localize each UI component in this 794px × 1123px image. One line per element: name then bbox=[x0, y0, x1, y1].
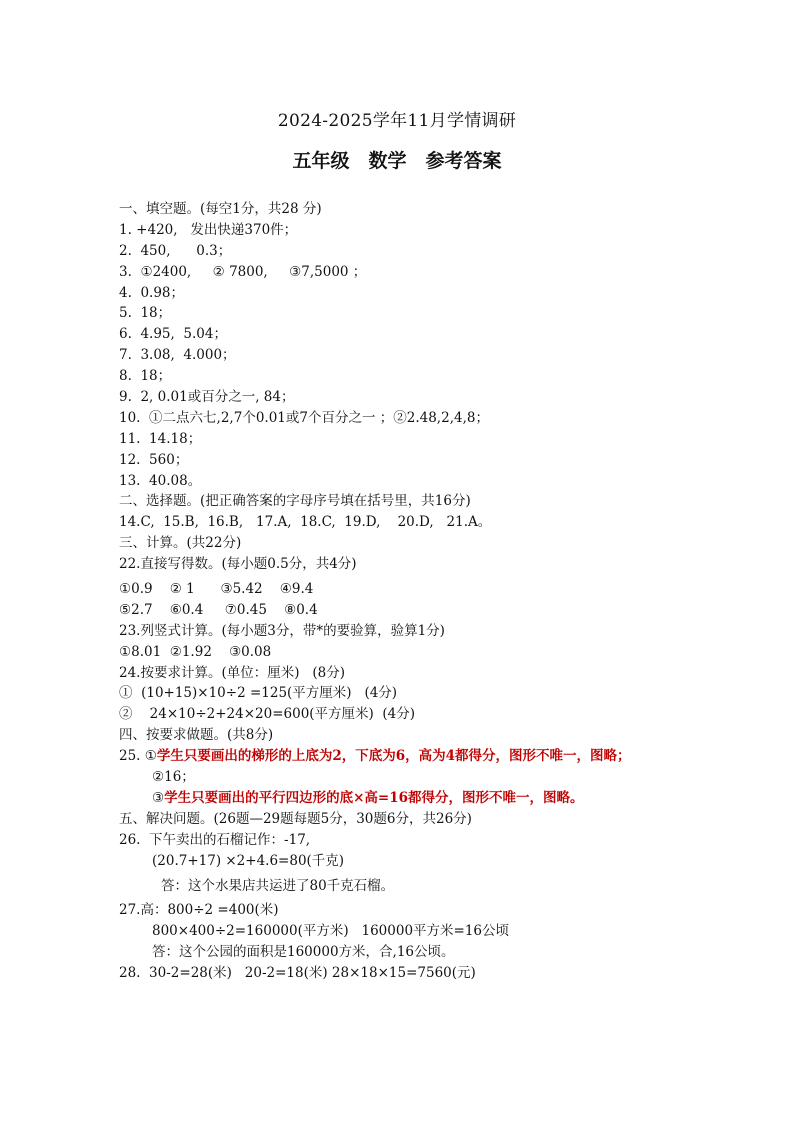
answer-28-line1: 28. 30-2=28(米) 20-2=18(米) 28×18×15=7560(元) bbox=[119, 965, 476, 982]
section-drawing-heading: 四、按要求做题。(共8分) bbox=[119, 727, 274, 744]
answer-25-part3 bbox=[119, 788, 719, 809]
answer-content bbox=[119, 199, 719, 984]
answer-22-row1: ①0.9 ② 1 ③5.42 ④9.4 bbox=[119, 581, 314, 598]
answer-25-part2: ②16； bbox=[152, 769, 195, 786]
answer-13: 13. 40.08。 bbox=[119, 472, 202, 489]
answer-25-part3-red-note: 学生只要画出的平行四边形的底×高=16都得分，图形不唯一，图略。 bbox=[164, 789, 584, 806]
answer-23: ①8.01 ②1.92 ③0.08 bbox=[119, 643, 272, 660]
answer-12: 12. 560； bbox=[119, 451, 189, 468]
answer-25-part3-prefix: ③ bbox=[152, 789, 165, 806]
section-problems-heading: 五、解决问题。(26题—29题每题5分，30题6分，共26分) bbox=[119, 810, 472, 827]
answer-9: 9. 2, 0.01或百分之一, 84； bbox=[119, 389, 295, 406]
answer-8: 8. 18； bbox=[119, 368, 172, 385]
answer-26-line2: (20.7+17) ×2+4.6=80(千克) bbox=[152, 852, 345, 869]
answer-25-part1 bbox=[119, 746, 719, 767]
answer-24-part2: ② 24×10÷2+24×20=600(平方厘米) (4分) bbox=[119, 706, 416, 723]
answer-2: 2. 450, 0.3； bbox=[119, 242, 232, 259]
answer-24-heading: 24.按要求计算。(单位：厘米) (8分) bbox=[119, 664, 345, 681]
answer-22-heading: 22.直接写得数。(每小题0.5分，共4分) bbox=[119, 556, 357, 573]
answer-3: 3. ①2400, ② 7800, ③7,5000 ； bbox=[119, 263, 367, 280]
answer-6: 6. 4.95, 5.04； bbox=[119, 326, 227, 343]
section-calc-heading: 三、计算。(共22分) bbox=[119, 535, 242, 552]
answer-7: 7. 3.08, 4.000； bbox=[119, 347, 236, 364]
answer-27-conclusion: 答：这个公园的面积是160000方米，合,16公顷。 bbox=[152, 944, 455, 961]
answer-11: 11. 14.18； bbox=[119, 430, 202, 447]
answer-26-conclusion: 答：这个水果店共运进了80千克石榴。 bbox=[161, 877, 395, 894]
answer-26-line1: 26. 下午卖出的石榴记作：-17, bbox=[119, 831, 311, 848]
answer-4: 4. 0.98； bbox=[119, 284, 185, 301]
answer-25-red-note: 学生只要画出的梯形的上底为2，下底为6，高为4都得分，图形不唯一，图略； bbox=[156, 748, 631, 765]
answer-10: 10. ①二点六七,2,7个0.01或7个百分之一 ；②2.48,2,4,8； bbox=[119, 409, 489, 426]
answer-27-line1: 27.高：800÷2 =400(米) bbox=[119, 902, 279, 919]
answer-5: 5. 18； bbox=[119, 305, 172, 322]
exam-subtitle: 五年级 数学 参考答案 bbox=[292, 150, 502, 172]
answer-27-line2: 800×400÷2=160000(平方米) 160000平方米=16公顷 bbox=[152, 923, 510, 940]
answer-23-heading: 23.列竖式计算。(每小题3分，带*的要验算，验算1分) bbox=[119, 622, 445, 639]
answer-25-prefix: 25. ① bbox=[119, 748, 157, 765]
answer-22-row2: ⑤2.7 ⑥0.4 ⑦0.45 ⑧0.4 bbox=[119, 601, 318, 618]
answer-1: 1. +420, 发出快递370件； bbox=[119, 221, 298, 238]
section-fill-blank-heading: 一、填空题。(每空1分，共28 分) bbox=[119, 201, 322, 217]
answer-24-part1: ① (10+15)×10÷2 =125(平方厘米) (4分) bbox=[119, 685, 398, 702]
answer-14-21: 14.C, 15.B, 16.B, 17.A, 18.C, 19.D, 20.D, 21.A。 bbox=[119, 514, 492, 531]
section-choice-heading: 二、选择题。(把正确答案的字母序号填在括号里，共16分) bbox=[119, 493, 471, 510]
exam-title: 2024-2025学年11月学情调研 bbox=[277, 111, 517, 131]
